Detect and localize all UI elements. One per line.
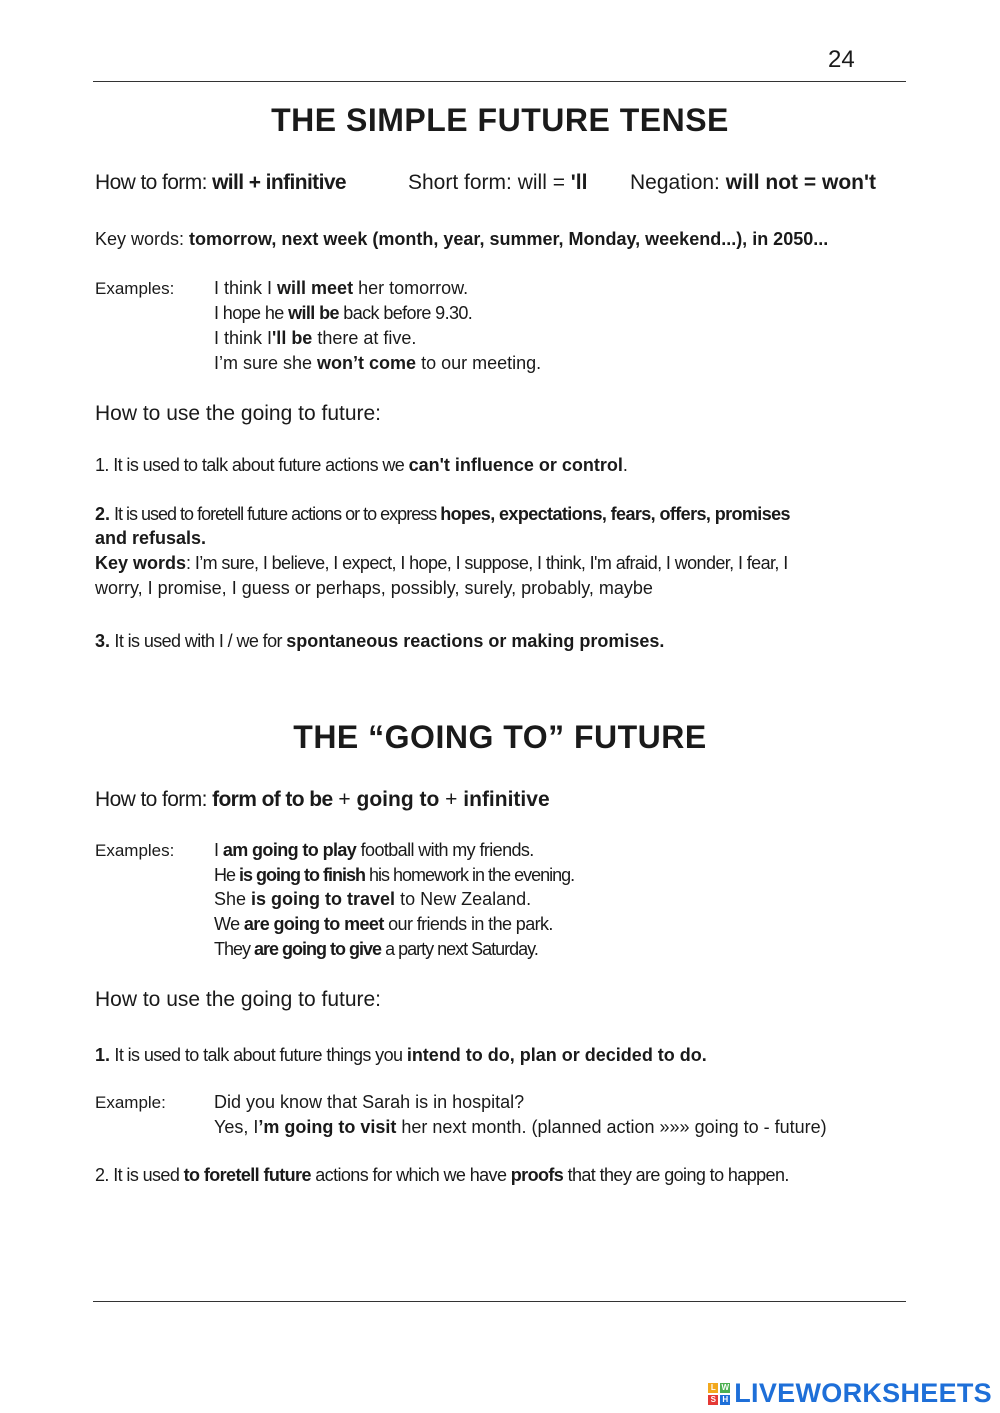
simple-example: I hope he will be back before 9.30. (214, 303, 473, 323)
keywords-value: tomorrow, next week (month, year, summer, Monday, weekend...), in 2050... (189, 229, 829, 249)
going-example: He is going to finish his homework in the evening. (214, 865, 575, 885)
going-example: She is going to travel to New Zealand. (214, 889, 532, 909)
going-use-1: 1. It is used to talk about future things you intend to do, plan or decided to do. (95, 1045, 707, 1065)
liveworksheets-logo (708, 1378, 992, 1409)
keywords-label: Key words: (95, 229, 190, 249)
simple-use-3: 3. It is used with I / we for spontaneous reactions or making promises. (95, 631, 665, 651)
negation-value: will not = won't (725, 171, 876, 194)
negation-label: Negation: (630, 171, 726, 194)
going-use-heading: How to use the going to future: (95, 988, 382, 1011)
logo-letter: L (708, 1383, 718, 1393)
simple-use-1: 1. It is used to talk about future actions we can't influence or control. (95, 455, 628, 475)
logo-text: LIVEWORKSHEETS (734, 1378, 992, 1408)
form-label: How to form: (95, 171, 213, 194)
simple-keywords (95, 229, 828, 250)
going-to-title: THE “GOING TO” FUTURE (293, 719, 707, 755)
going-example: They are going to give a party next Saturday. (214, 939, 538, 959)
short-form-value: 'll (570, 171, 588, 194)
logo-letter: S (708, 1395, 718, 1405)
going-example-line-2: Yes, I’m going to visit her next month. (planned action »»» going to - future) (214, 1117, 827, 1137)
form-value: will + infinitive (212, 171, 346, 194)
logo-letter: H (720, 1395, 730, 1405)
negation (630, 171, 876, 195)
going-example-line-1: Did you know that Sarah is in hospital? (214, 1092, 525, 1112)
going-examples-label: Examples: (95, 841, 175, 860)
going-use-2: 2. It is used to foretell future actions for which we have proofs that they are going to happen. (95, 1165, 789, 1185)
going-example-label: Example: (95, 1093, 166, 1112)
top-rule (93, 81, 906, 82)
logo-letter: W (721, 1382, 730, 1392)
simple-example: I think I'll be there at five. (214, 328, 417, 348)
going-example: We are going to meet our friends in the park. (214, 914, 553, 934)
short-form-label: Short form: will = (408, 171, 571, 194)
bottom-rule (93, 1301, 906, 1302)
simple-keywords-2: Key words: I’m sure, I believe, I expect, I hope, I suppose, I think, I'm afraid, I wonder, I fear, I (95, 553, 788, 573)
simple-keywords-2-cont: worry, I promise, I guess or perhaps, possibly, surely, probably, maybe (95, 578, 653, 598)
page-number: 24 (828, 46, 855, 73)
logo-mark-icon (708, 1383, 730, 1405)
going-form-line: How to form: form of to be + going to + infinitive (95, 788, 550, 811)
short-form (408, 171, 587, 195)
simple-use-heading: How to use the going to future: (95, 402, 382, 425)
simple-use-2-cont: and refusals. (95, 528, 207, 548)
simple-use-2: 2. It is used to foretell future actions or to express hopes, expectations, fears, offers, promises (95, 504, 790, 524)
simple-form-line (95, 171, 346, 195)
simple-example: I’m sure she won’t come to our meeting. (214, 353, 542, 373)
simple-examples-label: Examples: (95, 279, 175, 298)
simple-example: I think I will meet her tomorrow. (214, 278, 469, 298)
going-example: I am going to play football with my friends. (214, 840, 534, 860)
simple-future-title: THE SIMPLE FUTURE TENSE (271, 102, 729, 138)
